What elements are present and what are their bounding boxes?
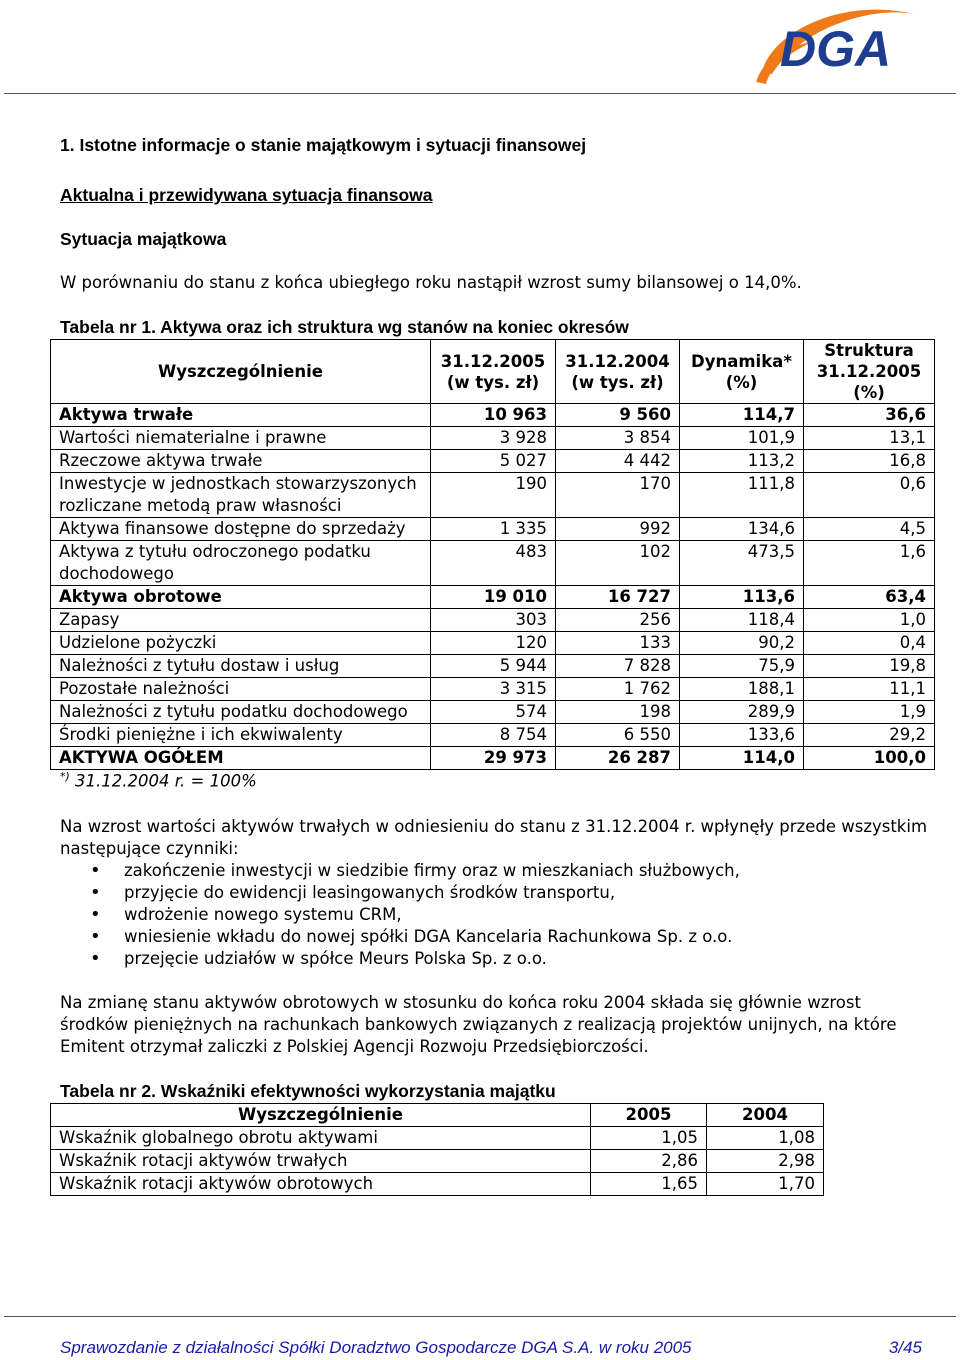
- factors-list: [60, 860, 740, 970]
- header-divider: [4, 93, 956, 94]
- table-row: Aktywa finansowe dostępne do sprzedaży 1 335 992 134,6 4,5: [51, 518, 935, 541]
- table-row: Wskaźnik rotacji aktywów obrotowych 1,65 1,70: [51, 1173, 824, 1196]
- table1-footnote: *) 31.12.2004 r. = 100%: [60, 770, 257, 791]
- table-row: Wskaźnik globalnego obrotu aktywami 1,05 1,08: [51, 1127, 824, 1150]
- table1-title: Tabela nr 1. Aktywa oraz ich struktura wg stanów na koniec okresów: [60, 317, 629, 337]
- svg-text:DGA: DGA: [780, 21, 892, 77]
- header-dynamics: Dynamika* (%): [680, 340, 804, 404]
- page-number: 3/45: [888, 1338, 922, 1357]
- table-header-row: [51, 340, 935, 404]
- footer-title: Sprawozdanie z działalności Spółki Doradztwo Gospodarcze DGA S.A. w roku 2005: [60, 1338, 692, 1357]
- table-row: Wartości niematerialne i prawne 3 928 3 854 101,9 13,1: [51, 427, 935, 450]
- header-structure: Struktura 31.12.2005 (%): [804, 340, 935, 404]
- table-row: Inwestycje w jednostkach stowarzyszonych rozliczane metodą praw własności 190 170 111,8 0,6: [51, 473, 935, 518]
- subheading-property-situation: Sytuacja majątkowa: [60, 229, 227, 249]
- list-item: • zakończenie inwestycji w siedzibie firmy oraz w mieszkaniach służbowych,: [60, 860, 740, 882]
- table-total-row: AKTYWA OGÓŁEM 29 973 26 287 114,0 100,0: [51, 747, 935, 770]
- table2-title: Tabela nr 2. Wskaźniki efektywności wykorzystania majątku: [60, 1081, 556, 1101]
- list-item: • przyjęcie do ewidencji leasingowanych środków transportu,: [60, 882, 740, 904]
- section-heading: 1. Istotne informacje o stanie majątkowym i sytuacji finansowej: [60, 135, 587, 155]
- intro-text: W porównaniu do stanu z końca ubiegłego roku nastąpił wzrost sumy bilansowej o 14,0%.: [60, 273, 802, 292]
- list-item: • wdrożenie nowego systemu CRM,: [60, 904, 740, 926]
- list-item: • wniesienie wkładu do nowej spółki DGA Kancelaria Rachunkowa Sp. z o.o.: [60, 926, 740, 948]
- header-2005: 31.12.2005 (w tys. zł): [431, 340, 556, 404]
- table-header-row: Wyszczególnienie 2005 2004: [51, 1104, 824, 1127]
- table-row: Wskaźnik rotacji aktywów trwałych 2,86 2,98: [51, 1150, 824, 1173]
- subheading-financial-situation: Aktualna i przewidywana sytuacja finansowa: [60, 185, 433, 205]
- table-row: Aktywa z tytułu odroczonego podatku dochodowego 483 102 473,5 1,6: [51, 541, 935, 586]
- table-row: Zapasy 303 256 118,4 1,0: [51, 609, 935, 632]
- paragraph-current-assets: Na zmianę stanu aktywów obrotowych w stosunku do końca roku 2004 składa się głównie wzrost środków pieniężnych na rachunkach bankowych związanych z realizacją projektów unijnych, na które Emitent otrzymał zaliczki z Polskiej Agencji Rozwoju Przedsiębiorczości.: [60, 993, 897, 1056]
- list-item: • przejęcie udziałów w spółce Meurs Polska Sp. z o.o.: [60, 948, 740, 970]
- table-row: Rzeczowe aktywa trwałe 5 027 4 442 113,2 16,8: [51, 450, 935, 473]
- table-row: Aktywa trwałe 10 963 9 560 114,7 36,6: [51, 404, 935, 427]
- footer-divider: [4, 1316, 956, 1317]
- header-description: Wyszczególnienie: [51, 340, 431, 404]
- table-row: Środki pieniężne i ich ekwiwalenty 8 754 6 550 133,6 29,2: [51, 724, 935, 747]
- header-2004: 31.12.2004 (w tys. zł): [556, 340, 680, 404]
- company-logo: [752, 2, 922, 86]
- table-row: Należności z tytułu dostaw i usług 5 944 7 828 75,9 19,8: [51, 655, 935, 678]
- table-row: Pozostałe należności 3 315 1 762 188,1 11,1: [51, 678, 935, 701]
- assets-table: [50, 339, 935, 770]
- table-row: Udzielone pożyczki 120 133 90,2 0,4: [51, 632, 935, 655]
- table-row: Aktywa obrotowe 19 010 16 727 113,6 63,4: [51, 586, 935, 609]
- paragraph-fixed-assets: Na wzrost wartości aktywów trwałych w odniesieniu do stanu z 31.12.2004 r. wpłynęły przede wszystkim następujące czynniki:: [60, 817, 928, 858]
- efficiency-table: [50, 1103, 824, 1196]
- table-row: Należności z tytułu podatku dochodowego 574 198 289,9 1,9: [51, 701, 935, 724]
